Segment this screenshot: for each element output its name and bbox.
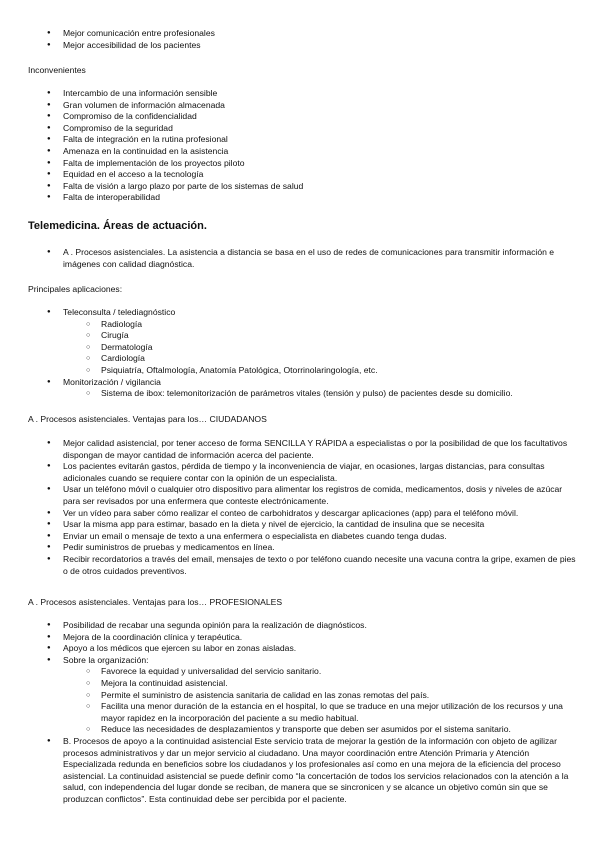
teleconsulta-sublist — [63, 319, 578, 377]
sub-list-item: ○ Dermatología — [0, 342, 578, 354]
ventajas-list — [0, 28, 578, 51]
ciudadanos-list — [0, 438, 578, 577]
list-item: ● Usar un teléfono móvil o cualquier otro dispositivo para alimentar los registros de comida, medicamentos, dosis y niveles de azúcar para ser revisados por una enfermera que conteste electrónicamente. — [0, 484, 578, 507]
list-item: ● Falta de integración en la rutina profesional — [0, 134, 578, 146]
list-item: ● Enviar un email o mensaje de texto a una enfermera o especialista en diabetes cuando tenga dudas. — [0, 531, 578, 543]
list-item: ● Mejora de la coordinación clínica y terapéutica. — [0, 632, 578, 644]
sub-list-item: ○ Favorece la equidad y universalidad del servicio sanitario. — [0, 666, 578, 678]
list-item: ● Falta de interoperabilidad — [0, 192, 578, 204]
section-title: Telemedicina. Áreas de actuación. — [28, 220, 207, 232]
list-item — [0, 307, 578, 377]
list-item: ● Falta de implementación de los proyectos piloto — [0, 158, 578, 170]
list-item: ● A . Procesos asistenciales. La asistencia a distancia se basa en el uso de redes de comunicaciones para transmitir información e imágenes con calidad diagnóstica. — [0, 247, 578, 270]
profesionales-heading: A . Procesos asistenciales. Ventajas para los… PROFESIONALES — [28, 597, 283, 607]
list-item: ● Apoyo a los médicos que ejercen su labor en zonas aisladas. — [0, 643, 578, 655]
list-item: ● Ver un vídeo para saber cómo realizar el conteo de carbohidratos y descargar aplicaciones (app) para el teléfono móvil. — [0, 508, 578, 520]
list-item: ● Compromiso de la confidencialidad — [0, 111, 578, 123]
list-item: ● B. Procesos de apoyo a la continuidad asistencial Este servicio trata de mejorar la gestión de la información con objeto de agilizar procesos administrativos y dar un mejor servicio al ciudadano. Una mayor coordinación entre Atención Primaria y Atención Especializada redunda en beneficios sobre los ciudadanos y los profesionales así como en una mejora de la eficiencia del proceso asistencial. La continuidad asistencial se puede definir como “la concertación de todos los servicios relacionados con la atención a la salud, con independencia del lugar donde se reciban, de manera que se sincronicen y se alcance un objetivo común sin que se produzcan conflictos”. Esta continuidad debe ser percibida por el paciente. — [0, 736, 578, 806]
list-item — [0, 655, 578, 736]
sub-list-item: ○ Sistema de ibox: telemonitorización de parámetros vitales (tensión y pulso) de pacientes desde su domicilio. — [0, 388, 578, 400]
list-item: ● Los pacientes evitarán gastos, pérdida de tiempo y la inconveniencia de viajar, en ocasiones, largas distancias, para consultas adicionales cuando se requiere contar con la opinión de un especialista. — [0, 461, 578, 484]
sub-list-item: ○ Reduce las necesidades de desplazamientos y transporte que deben ser asumidos por el sistema sanitario. — [0, 724, 578, 736]
aplicaciones-heading: Principales aplicaciones: — [28, 284, 123, 294]
ciudadanos-heading: A . Procesos asistenciales. Ventajas para los… CIUDADANOS — [28, 414, 267, 424]
organizacion-sublist — [63, 666, 578, 736]
list-item: ● Mejor comunicación entre profesionales — [0, 28, 578, 40]
monitorizacion-sublist — [63, 388, 578, 400]
sub-list-item: ○ Psiquiatría, Oftalmología, Anatomía Patológica, Otorrinolaringología, etc. — [0, 365, 578, 377]
areas-list — [0, 247, 578, 270]
aplicaciones-list — [0, 307, 578, 400]
list-item — [0, 377, 578, 400]
monitorizacion-label: Monitorización / vigilancia — [63, 376, 161, 387]
sub-list-item: ○ Mejora la continuidad asistencial. — [0, 678, 578, 690]
inconvenientes-list — [0, 88, 578, 204]
organizacion-label: Sobre la organización: — [63, 654, 149, 665]
list-item: ● Mejor accesibilidad de los pacientes — [0, 40, 578, 52]
list-item: ● Usar la misma app para estimar, basado en la dieta y nivel de ejercicio, la cantidad de insulina que se necesita — [0, 519, 578, 531]
sub-list-item: ○ Permite el suministro de asistencia sanitaria de calidad en las zonas remotas del país. — [0, 690, 578, 702]
list-item: ● Compromiso de la seguridad — [0, 123, 578, 135]
sub-list-item: ○ Cirugía — [0, 330, 578, 342]
inconvenientes-heading: Inconvenientes — [28, 65, 86, 75]
sub-list-item: ○ Radiología — [0, 319, 578, 331]
sub-list-item: ○ Cardiología — [0, 353, 578, 365]
list-item: ● Pedir suministros de pruebas y medicamentos en línea. — [0, 542, 578, 554]
list-item: ● Falta de visión a largo plazo por parte de los sistemas de salud — [0, 181, 578, 193]
sub-list-item: ○ Facilita una menor duración de la estancia en el hospital, lo que se traduce en una mejor utilización de los recursos y una mayor rapidez en la incorporación del paciente a su medio habitual. — [0, 701, 578, 724]
list-item: ● Recibir recordatorios a través del email, mensajes de texto o por teléfono cuando necesite una vacuna contra la gripe, examen de pies o de otros cuidados preventivos. — [0, 554, 578, 577]
list-item: ● Equidad en el acceso a la tecnología — [0, 169, 578, 181]
list-item: ● Intercambio de una información sensible — [0, 88, 578, 100]
list-item: ● Gran volumen de información almacenada — [0, 100, 578, 112]
list-item: ● Mejor calidad asistencial, por tener acceso de forma SENCILLA Y RÁPIDA a especialistas o por la posibilidad de que los facultativos dispongan de mayor cantidad de información acerca del paciente. — [0, 438, 578, 461]
list-item: ● Posibilidad de recabar una segunda opinión para la realización de diagnósticos. — [0, 620, 578, 632]
list-item: ● Amenaza en la continuidad en la asistencia — [0, 146, 578, 158]
profesionales-list — [0, 620, 578, 806]
teleconsulta-label: Teleconsulta / telediagnóstico — [63, 307, 176, 317]
